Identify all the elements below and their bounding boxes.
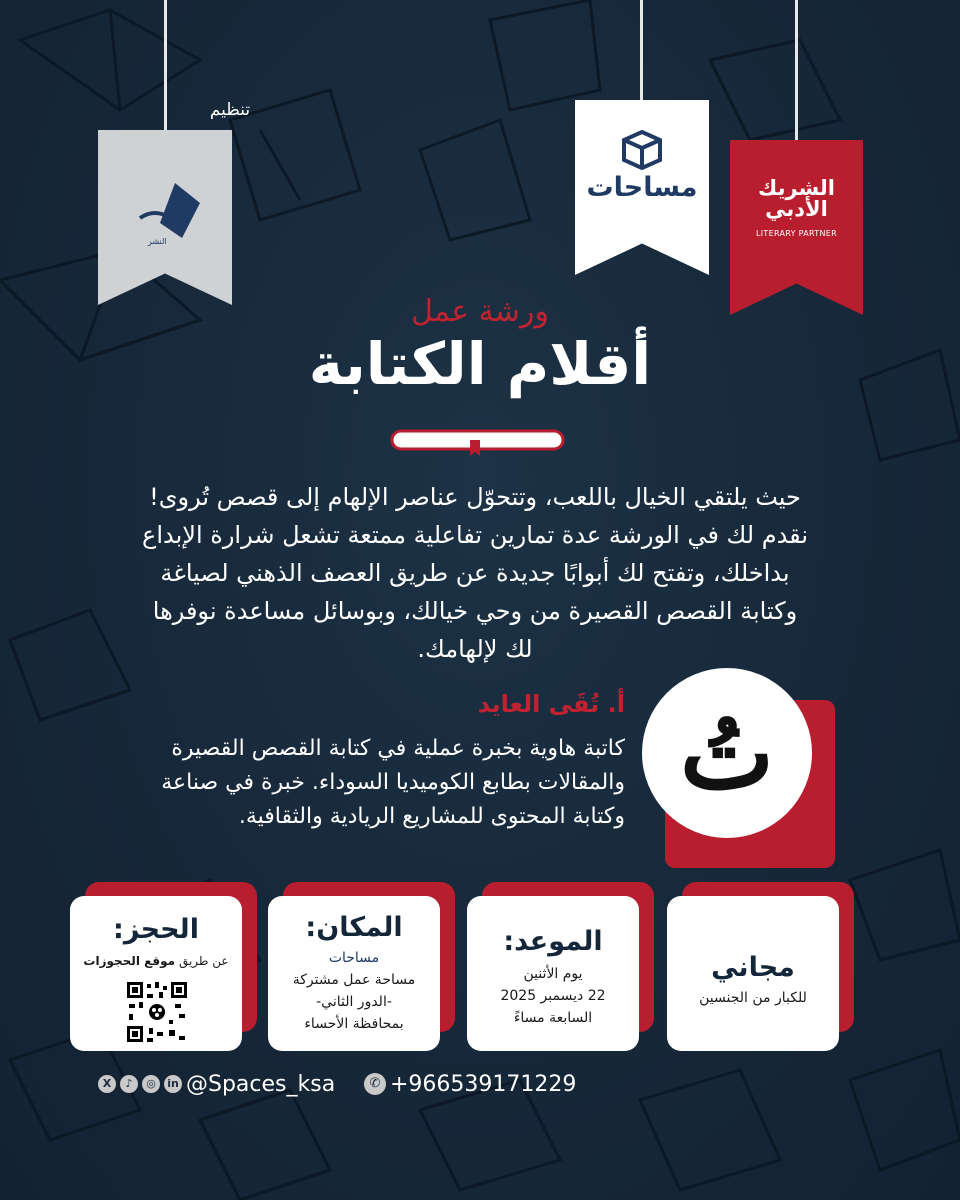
place-line2: -الدور الثاني-: [316, 994, 392, 1010]
booking-card[interactable]: [70, 896, 242, 1051]
phone-contact: [364, 1070, 576, 1098]
booking-title: الحجز:: [113, 914, 199, 945]
partner-title-line2: الأدبي: [765, 197, 828, 221]
booking-via: [70, 954, 242, 968]
social-handle[interactable]: @Spaces_ksa: [186, 1071, 336, 1097]
publisher-logo: [120, 178, 210, 248]
book-divider-icon: [390, 428, 565, 458]
organizer-label: تنظيم: [209, 100, 251, 120]
hanging-string: [640, 0, 643, 110]
place-org: مساحات: [328, 950, 380, 966]
date-card: [467, 896, 639, 1051]
partner-title-line1: الشريك: [758, 176, 835, 200]
speaker-bio: كاتبة هاوية بخبرة عملية في كتابة القصص القصيرة والمقالات بطابع الكوميديا السوداء. خبرة في صناعة وكتابة المحتوى للمشاريع الريادية والثقافية.: [161, 736, 625, 829]
hanging-string: [795, 0, 798, 150]
place-card: [268, 896, 440, 1051]
qr-code-icon[interactable]: [125, 980, 189, 1044]
sponsor-logo-text: مساحات: [586, 172, 698, 203]
speaker-name: أ. تُقَى العايد: [477, 690, 625, 718]
phone-number[interactable]: +966539171229: [390, 1071, 577, 1097]
place-line1: مساحة عمل مشتركة: [292, 972, 416, 988]
place-title: المكان:: [305, 912, 403, 943]
whatsapp-icon[interactable]: ✆: [364, 1073, 386, 1095]
booking-link[interactable]: موقع الحجوزات: [83, 954, 176, 968]
date-title: الموعد:: [503, 926, 603, 957]
hanging-string: [164, 0, 167, 140]
price-title: مجاني: [711, 952, 795, 983]
workshop-description: حيث يلتقي الخيال باللعب، وتتحوّل عناصر الإلهام إلى قصص تُروى! نقدم لك في الورشة عدة تمارين تفاعلية ممتعة تشعل شرارة الإبداع بداخلك، وتفتح لك أبوابًا جديدة عن طريق العصف الذهني لصياغة وكتابة القصص القصيرة من وحي خيالك، وبوسائل مساعدة نوفرها لك لإلهامك.: [142, 483, 808, 663]
avatar-letter: تُ: [679, 694, 775, 812]
booking-via-text: عن طريق: [178, 954, 229, 968]
publisher-logo-text: النشر: [148, 237, 167, 246]
date-line2: 22 ديسمبر 2025: [500, 988, 606, 1004]
tiktok-icon[interactable]: ♪: [120, 1075, 138, 1093]
linkedin-icon[interactable]: in: [164, 1075, 182, 1093]
date-line1: يوم الأثنين: [523, 966, 583, 982]
instagram-icon[interactable]: ◎: [142, 1075, 160, 1093]
date-line3: السابعة مساءً: [513, 1010, 593, 1026]
partner-title: [730, 178, 863, 220]
masahat-cube-icon: [620, 130, 664, 170]
price-line1: للكبار من الجنسين: [699, 990, 807, 1006]
place-line3: بمحافظة الأحساء: [304, 1016, 404, 1032]
social-links: [98, 1070, 335, 1098]
x-icon[interactable]: X: [98, 1075, 116, 1093]
price-card: [667, 896, 839, 1051]
workshop-label: ورشة عمل: [411, 294, 549, 329]
page-title: أقلام الكتابة: [308, 330, 652, 398]
partner-subtitle: LITERARY PARTNER: [756, 229, 837, 238]
